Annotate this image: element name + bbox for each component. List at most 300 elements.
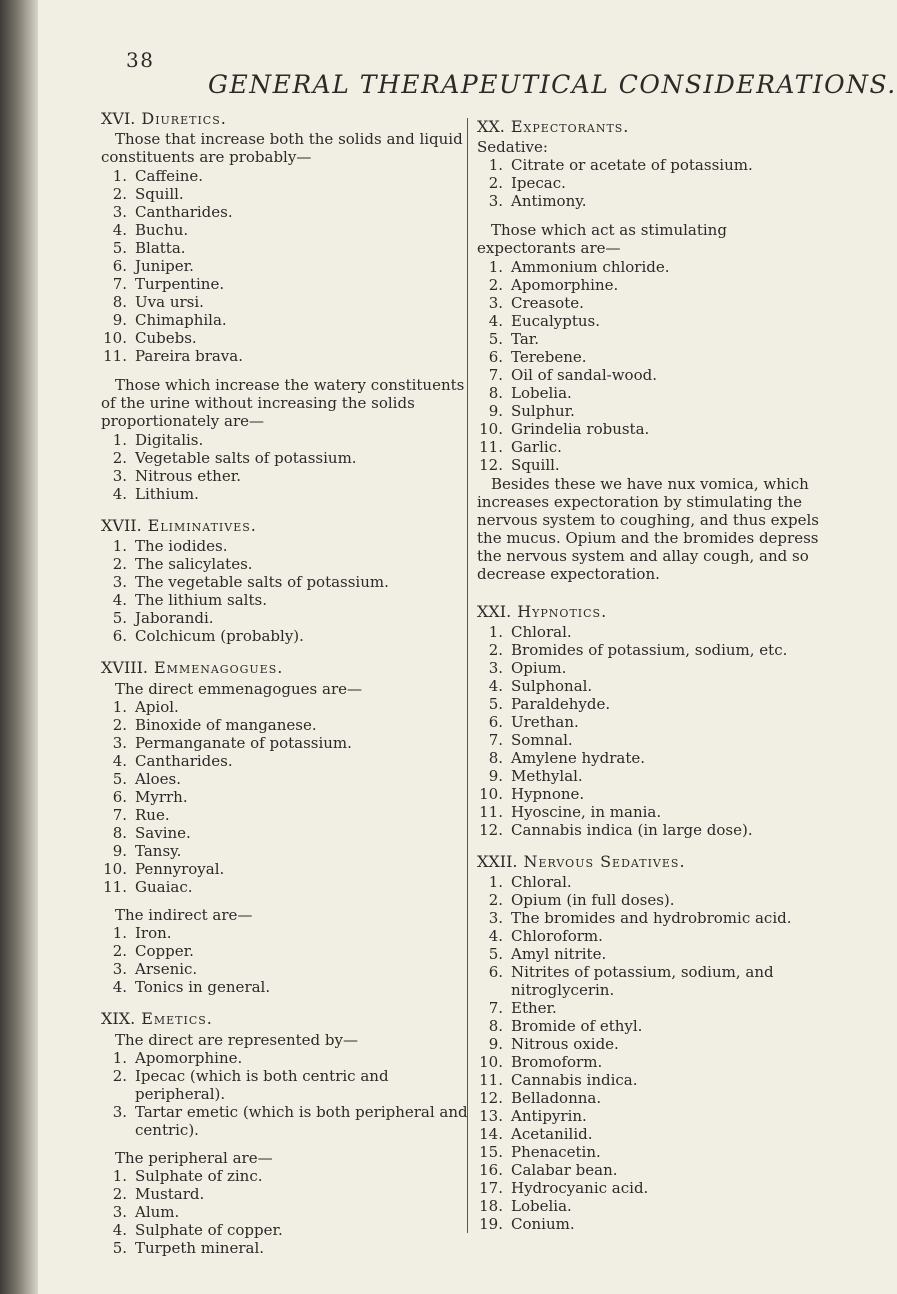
- list-item: [477, 156, 827, 174]
- list-item: [477, 1215, 827, 1233]
- list-item-number: 19.: [479, 1215, 503, 1233]
- list-item-text: Permanganate of potassium.: [135, 734, 352, 752]
- list-item-text: Nitrites of potassium, sodium, and nitroglycerin.: [511, 963, 774, 999]
- list-item-number: 6.: [112, 627, 127, 645]
- list-item-number: 15.: [479, 1143, 503, 1161]
- list-item-number: 2.: [488, 174, 503, 192]
- list-item-number: 1.: [488, 873, 503, 891]
- list-item: [101, 716, 479, 734]
- list-item-text: Squill.: [135, 185, 184, 203]
- list-item: [101, 573, 479, 591]
- list-item-text: Cantharides.: [135, 203, 233, 221]
- list-item-number: 6.: [112, 788, 127, 806]
- list-item-text: Turpeth mineral.: [135, 1239, 265, 1257]
- list-item-number: 5.: [488, 330, 503, 348]
- list-item-text: Arsenic.: [135, 960, 198, 978]
- list: [477, 623, 827, 839]
- section-title: [477, 118, 827, 136]
- section-title: [101, 110, 479, 128]
- list-item-text: The vegetable salts of potassium.: [135, 573, 389, 591]
- list-item-number: 4.: [112, 591, 127, 609]
- list: [477, 156, 827, 210]
- list-item: [101, 806, 479, 824]
- list-item-number: 4.: [112, 978, 127, 996]
- list-item: [477, 945, 827, 963]
- section-number: XVIII.: [101, 658, 148, 677]
- list-item: [101, 167, 479, 185]
- list-item-text: The bromides and hydrobromic acid.: [511, 909, 792, 927]
- list-item-text: Antimony.: [511, 192, 587, 210]
- list-item-number: 9.: [112, 842, 127, 860]
- list-item-number: 4.: [112, 752, 127, 770]
- list-item-text: Calabar bean.: [511, 1161, 618, 1179]
- list-item: [477, 1179, 827, 1197]
- list-item-text: Pennyroyal.: [135, 860, 225, 878]
- list-item-text: Iron.: [135, 924, 172, 942]
- list-item-text: Garlic.: [511, 438, 562, 456]
- list-item: [101, 257, 479, 275]
- list-item: [101, 788, 479, 806]
- list-item-text: Creasote.: [511, 294, 584, 312]
- section-name: Nervous Sedatives.: [523, 852, 686, 871]
- list-item-text: Rue.: [135, 806, 170, 824]
- section-name: Emetics.: [141, 1009, 213, 1028]
- list-item-text: Urethan.: [511, 713, 579, 731]
- list-item-text: Cantharides.: [135, 752, 233, 770]
- list-item-number: 4.: [488, 312, 503, 330]
- right-column: [467, 118, 827, 1233]
- list-item: [477, 420, 827, 438]
- list-item-number: 7.: [488, 731, 503, 749]
- book-page: [38, 0, 897, 1294]
- list-item: [101, 752, 479, 770]
- list-item-number: 8.: [112, 824, 127, 842]
- list-item: [101, 824, 479, 842]
- list-item-number: 1.: [112, 167, 127, 185]
- list-item: [477, 713, 827, 731]
- list-item-number: 1.: [488, 623, 503, 641]
- paragraph: Those which act as stimulating expectorants are—: [477, 221, 727, 257]
- list-item-number: 3.: [112, 734, 127, 752]
- list-item-text: Lobelia.: [511, 1197, 572, 1215]
- list-item-number: 6.: [488, 713, 503, 731]
- list-item-text: Colchicum (probably).: [135, 627, 304, 645]
- list-item: [101, 878, 479, 896]
- paragraph: Besides these we have nux vomica, which increases expectoration by stimulating the nervous system to coughing, and thus expels the mucus. Opium and the bromides depress the nervous system and allay cough, and so decrease expectoration.: [477, 475, 819, 583]
- list-item-number: 2.: [112, 185, 127, 203]
- list-item-number: 12.: [479, 821, 503, 839]
- section-name: Expectorants.: [510, 117, 630, 136]
- list-item-number: 1.: [112, 1049, 127, 1067]
- list-item-number: 12.: [479, 1089, 503, 1107]
- list-item: [477, 623, 827, 641]
- list-item: [477, 1089, 827, 1107]
- list-item-text: Ipecac.: [511, 174, 566, 192]
- list-item-text: Bromoform.: [511, 1053, 603, 1071]
- list-item-number: 3.: [488, 192, 503, 210]
- list-item-number: 2.: [112, 1067, 127, 1085]
- list-item: [101, 347, 479, 365]
- list-item-number: 5.: [488, 695, 503, 713]
- list-item: [101, 842, 479, 860]
- list-item-text: Lithium.: [135, 485, 199, 503]
- list-item: [477, 695, 827, 713]
- list-item-text: Alum.: [135, 1203, 180, 1221]
- list-item-number: 2.: [488, 641, 503, 659]
- list-item-number: 1.: [112, 698, 127, 716]
- section-title: [101, 517, 479, 535]
- list-item: [101, 1203, 479, 1221]
- list-item-text: Bromides of potassium, sodium, etc.: [511, 641, 788, 659]
- list-item: [101, 293, 479, 311]
- list-item: [477, 927, 827, 945]
- list-item-number: 5.: [112, 239, 127, 257]
- list-item: [101, 698, 479, 716]
- list-item-text: Digitalis.: [135, 431, 204, 449]
- list-item: [101, 1049, 479, 1067]
- list-item-text: Oil of sandal-wood.: [511, 366, 657, 384]
- list-item: [477, 276, 827, 294]
- section-name: Diuretics.: [141, 109, 227, 128]
- list-item-text: Apomorphine.: [135, 1049, 243, 1067]
- section-diuretics: [101, 110, 479, 503]
- list-item: [101, 203, 479, 221]
- list-item-number: 2.: [112, 1185, 127, 1203]
- list-item-number: 4.: [488, 677, 503, 695]
- list-item: [101, 275, 479, 293]
- list-item: [477, 659, 827, 677]
- list-item: [101, 537, 479, 555]
- list-item: [477, 731, 827, 749]
- list-item-number: 2.: [112, 449, 127, 467]
- list-item: [477, 873, 827, 891]
- list-item-text: Cubebs.: [135, 329, 197, 347]
- section-name: Hypnotics.: [517, 602, 608, 621]
- list: [101, 698, 479, 896]
- list-item: [477, 294, 827, 312]
- list-item: [101, 770, 479, 788]
- list-item: [101, 467, 479, 485]
- list-item-number: 5.: [488, 945, 503, 963]
- list-item-number: 3.: [112, 573, 127, 591]
- list-item-text: Amyl nitrite.: [511, 945, 607, 963]
- list-item-number: 10.: [479, 1053, 503, 1071]
- list-item: [477, 402, 827, 420]
- list-item: [477, 312, 827, 330]
- list-item-text: Ether.: [511, 999, 557, 1017]
- list-item-number: 8.: [112, 293, 127, 311]
- list-item: [101, 942, 479, 960]
- list-item-number: 4.: [112, 1221, 127, 1239]
- list-item-number: 5.: [112, 609, 127, 627]
- book-binding-shadow: [0, 0, 38, 1294]
- list-item: [477, 963, 827, 999]
- list-item-text: The salicylates.: [135, 555, 253, 573]
- list-item-text: Phenacetin.: [511, 1143, 601, 1161]
- list-item-number: 7.: [112, 275, 127, 293]
- list-item: [477, 1017, 827, 1035]
- list-item-text: Caffeine.: [135, 167, 204, 185]
- list-item: [101, 1185, 479, 1203]
- list-item-text: Somnal.: [511, 731, 573, 749]
- list-item-text: Cannabis indica.: [511, 1071, 638, 1089]
- section-emetics: [101, 1010, 479, 1257]
- list-item-number: 9.: [488, 402, 503, 420]
- section-eliminatives: [101, 517, 479, 645]
- list-item-number: 2.: [112, 555, 127, 573]
- section-number: XVII.: [101, 516, 142, 535]
- list-item-text: Opium.: [511, 659, 567, 677]
- list-item-number: 11.: [479, 803, 503, 821]
- list-item-text: Sulphate of copper.: [135, 1221, 283, 1239]
- list-item: [477, 258, 827, 276]
- list-item-number: 1.: [112, 537, 127, 555]
- section-number: XIX.: [101, 1009, 136, 1028]
- list-item-text: Sulphate of zinc.: [135, 1167, 263, 1185]
- list-item-text: Juniper.: [135, 257, 194, 275]
- list-item-text: Sulphur.: [511, 402, 575, 420]
- list-item-text: Tar.: [511, 330, 540, 348]
- list-item: [477, 192, 827, 210]
- list-item: [477, 641, 827, 659]
- list: [101, 924, 479, 996]
- list-item-number: 13.: [479, 1107, 503, 1125]
- section-name: Emmenagogues.: [154, 658, 284, 677]
- list-item-number: 9.: [488, 1035, 503, 1053]
- list-item-text: Jaborandi.: [135, 609, 214, 627]
- list-item: [477, 1035, 827, 1053]
- list-item: [477, 1053, 827, 1071]
- list-item-text: Cannabis indica (in large dose).: [511, 821, 753, 839]
- list-item: [477, 909, 827, 927]
- list-item-text: Conium.: [511, 1215, 575, 1233]
- list-item-number: 10.: [479, 420, 503, 438]
- list-item: [477, 1125, 827, 1143]
- list-item: [101, 960, 479, 978]
- section-title: [477, 853, 827, 871]
- list-item-number: 18.: [479, 1197, 503, 1215]
- list-item-text: Grindelia robusta.: [511, 420, 650, 438]
- list-item: [101, 221, 479, 239]
- list-item-number: 10.: [479, 785, 503, 803]
- list-item-text: Savine.: [135, 824, 191, 842]
- list-item-number: 4.: [112, 485, 127, 503]
- list-item-text: Lobelia.: [511, 384, 572, 402]
- list-item: [477, 366, 827, 384]
- list-item-text: Hydrocyanic acid.: [511, 1179, 649, 1197]
- list-item-text: Tansy.: [135, 842, 182, 860]
- section-number: XX.: [477, 117, 505, 136]
- list-item-text: Chloral.: [511, 623, 572, 641]
- list-item-text: The lithium salts.: [135, 591, 267, 609]
- list-item-number: 4.: [112, 221, 127, 239]
- list-item-text: Methylal.: [511, 767, 583, 785]
- list-item-text: Turpentine.: [135, 275, 225, 293]
- list-item-number: 6.: [488, 348, 503, 366]
- running-title: GENERAL THERAPEUTICAL CONSIDERATIONS.: [208, 70, 897, 99]
- paragraph: Those which increase the watery constituents of the urine without increasing the solids proportionately are—: [101, 376, 465, 430]
- list-item: [101, 449, 479, 467]
- list-item: [101, 311, 479, 329]
- list-item-number: 10.: [103, 860, 127, 878]
- list-item: [101, 555, 479, 573]
- list-item-number: 7.: [112, 806, 127, 824]
- list-item-text: Opium (in full doses).: [511, 891, 675, 909]
- list-item-number: 3.: [488, 294, 503, 312]
- subheading: The direct emmenagogues are—: [115, 680, 362, 698]
- list-item-number: 1.: [112, 924, 127, 942]
- list-item-number: 9.: [112, 311, 127, 329]
- list-item-number: 3.: [488, 659, 503, 677]
- list-item-text: Squill.: [511, 456, 560, 474]
- list-item-text: Ipecac (which is both centric and peripheral).: [135, 1067, 389, 1103]
- list-item: [101, 239, 479, 257]
- list-item-text: Ammonium chloride.: [511, 258, 670, 276]
- list: [101, 1167, 479, 1257]
- list-item-number: 14.: [479, 1125, 503, 1143]
- list: [101, 167, 479, 365]
- list-item: [477, 330, 827, 348]
- subheading: The indirect are—: [115, 906, 253, 924]
- list-item-number: 6.: [488, 963, 503, 981]
- list-item-text: Nitrous oxide.: [511, 1035, 619, 1053]
- list-item-text: Aloes.: [135, 770, 182, 788]
- list-item-number: 7.: [488, 366, 503, 384]
- list-item: [101, 978, 479, 996]
- list-item-text: Sulphonal.: [511, 677, 593, 695]
- list-item-number: 8.: [488, 1017, 503, 1035]
- list-item: [101, 1103, 479, 1139]
- list-item: [477, 174, 827, 192]
- list-item: [101, 1221, 479, 1239]
- list-item: [477, 438, 827, 456]
- list-item: [101, 329, 479, 347]
- list-item-text: Uva ursi.: [135, 293, 204, 311]
- list-item-text: The iodides.: [135, 537, 228, 555]
- list-item-number: 2.: [112, 716, 127, 734]
- subheading: The direct are represented by—: [115, 1031, 358, 1049]
- list-item-text: Acetanilid.: [511, 1125, 593, 1143]
- list-item-text: Guaiac.: [135, 878, 193, 896]
- list-item-text: Citrate or acetate of potassium.: [511, 156, 753, 174]
- list-item-number: 16.: [479, 1161, 503, 1179]
- page-number: 38: [126, 48, 155, 72]
- list-item-number: 5.: [112, 770, 127, 788]
- list-item: [477, 348, 827, 366]
- section-expectorants: [477, 118, 827, 583]
- section-number: XVI.: [101, 109, 136, 128]
- list-item: [477, 456, 827, 474]
- section-hypnotics: [477, 603, 827, 839]
- list-item-number: 3.: [112, 1103, 127, 1121]
- list-item: [101, 860, 479, 878]
- list-item: [101, 627, 479, 645]
- list-item: [477, 785, 827, 803]
- list-item-number: 7.: [488, 999, 503, 1017]
- list-item: [477, 767, 827, 785]
- list-item-text: Terebene.: [511, 348, 587, 366]
- list-item-number: 1.: [488, 258, 503, 276]
- list-item-number: 17.: [479, 1179, 503, 1197]
- list-item-text: Paraldehyde.: [511, 695, 611, 713]
- list-item: [101, 924, 479, 942]
- list-item-text: Bromide of ethyl.: [511, 1017, 643, 1035]
- list-item: [477, 1161, 827, 1179]
- list-item-text: Myrrh.: [135, 788, 188, 806]
- list-item: [477, 999, 827, 1017]
- list-item-number: 2.: [488, 891, 503, 909]
- list-item-text: Hypnone.: [511, 785, 585, 803]
- list-item: [101, 591, 479, 609]
- list-item-text: Apomorphine.: [511, 276, 619, 294]
- list-item-text: Blatta.: [135, 239, 186, 257]
- list-item: [101, 431, 479, 449]
- list-item-text: Chloral.: [511, 873, 572, 891]
- list-item-number: 3.: [112, 203, 127, 221]
- section-emmenagogues: [101, 659, 479, 996]
- list: [477, 258, 827, 474]
- list-item-text: Hyoscine, in mania.: [511, 803, 662, 821]
- list-item-text: Chloroform.: [511, 927, 603, 945]
- list-item-text: Amylene hydrate.: [511, 749, 646, 767]
- section-title: [477, 603, 827, 621]
- list-item-number: 11.: [103, 347, 127, 365]
- list-item: [101, 734, 479, 752]
- list-item: [101, 1239, 479, 1257]
- subheading: Sedative:: [477, 138, 548, 156]
- list-item-number: 1.: [112, 431, 127, 449]
- list-item-number: 2.: [488, 276, 503, 294]
- list-item-text: Nitrous ether.: [135, 467, 242, 485]
- list-item: [477, 821, 827, 839]
- list-item-number: 12.: [479, 456, 503, 474]
- list-item-number: 11.: [103, 878, 127, 896]
- list-item-number: 1.: [112, 1167, 127, 1185]
- list-item: [477, 384, 827, 402]
- list: [101, 537, 479, 645]
- list-item-number: 2.: [112, 942, 127, 960]
- list-item: [477, 1071, 827, 1089]
- list: [101, 1049, 479, 1139]
- list-item: [477, 677, 827, 695]
- list-item: [477, 1143, 827, 1161]
- list-item-number: 5.: [112, 1239, 127, 1257]
- list-item-text: Copper.: [135, 942, 194, 960]
- left-column: [101, 110, 479, 1257]
- list-item-text: Tonics in general.: [135, 978, 271, 996]
- list-item-number: 3.: [112, 467, 127, 485]
- list-item-text: Chimaphila.: [135, 311, 227, 329]
- list-item: [101, 485, 479, 503]
- list-item-number: 10.: [103, 329, 127, 347]
- list-item-text: Pareira brava.: [135, 347, 243, 365]
- list-item-text: Antipyrin.: [511, 1107, 587, 1125]
- list-item-number: 3.: [488, 909, 503, 927]
- list-item-number: 11.: [479, 1071, 503, 1089]
- list-item-text: Eucalyptus.: [511, 312, 600, 330]
- paragraph: Those that increase both the solids and liquid constituents are probably—: [101, 130, 463, 166]
- list-item-number: 8.: [488, 749, 503, 767]
- list-item-number: 11.: [479, 438, 503, 456]
- list-item-number: 3.: [112, 960, 127, 978]
- list-item-text: Apiol.: [135, 698, 179, 716]
- list-item: [477, 1107, 827, 1125]
- list-item-number: 8.: [488, 384, 503, 402]
- list: [477, 873, 827, 1233]
- list-item-text: Vegetable salts of potassium.: [135, 449, 357, 467]
- list-item-number: 6.: [112, 257, 127, 275]
- list-item: [477, 749, 827, 767]
